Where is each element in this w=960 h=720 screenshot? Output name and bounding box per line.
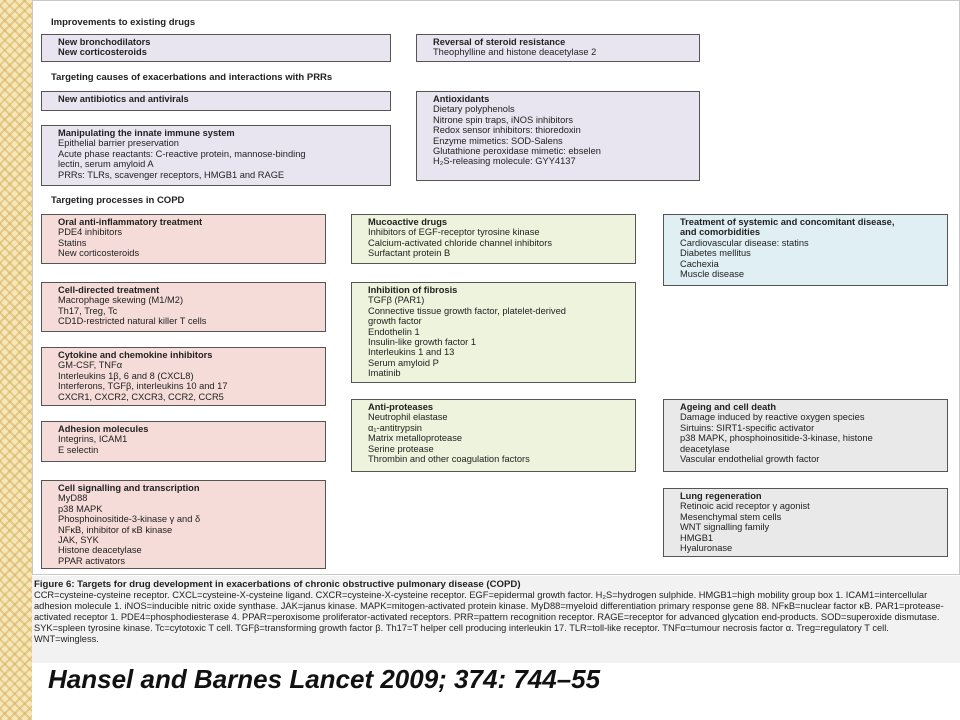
box-anti-proteases (351, 399, 636, 472)
box-adhesion-molecules (41, 421, 326, 462)
box-item: NFκB, inhibitor of κB kinase (58, 524, 173, 535)
box-item: Glutathione peroxidase mimetic: ebselen (433, 146, 601, 157)
box-item: Acute phase reactants: C-reactive protein, mannose-binding (58, 148, 306, 159)
box-item: Integrins, ICAM1 (58, 434, 128, 445)
box-item: deacetylase (680, 443, 730, 454)
box-item: JAK, SYK (58, 535, 99, 546)
box-inhibition-of-fibrosis (351, 282, 636, 383)
box-item: New corticosteroids (58, 47, 147, 58)
box-item: Serine protease (368, 443, 434, 454)
box-item: Statins (58, 237, 87, 248)
box-item: growth factor (368, 316, 422, 327)
box-item: Interferons, TGFβ, interleukins 10 and 17 (58, 381, 228, 392)
box-title: Treatment of systemic and concomitant disease, and comorbidities (680, 217, 895, 238)
box-ageing-cell-death (663, 399, 948, 472)
box-item: New bronchodilators (58, 37, 151, 47)
box-item: PPAR activators (58, 555, 125, 566)
slide (32, 0, 960, 720)
box-lung-regeneration (663, 488, 948, 557)
box-item: Thrombin and other coagulation factors (368, 454, 530, 465)
box-item: Theophylline and histone deacetylase 2 (433, 47, 597, 58)
box-item: TGFβ (PAR1) (368, 295, 425, 306)
box-item: Cardiovascular disease: statins (680, 237, 809, 248)
box-title: Oral anti-inflammatory treatment (58, 217, 203, 227)
box-title: Lung regeneration (680, 491, 762, 501)
box-item: CXCR1, CXCR2, CXCR3, CCR2, CCR5 (58, 391, 224, 402)
box-item: Phosphoinositide-3-kinase γ and δ (58, 514, 201, 525)
box-title: Cytokine and chemokine inhibitors (58, 350, 213, 360)
box-item: p38 MAPK, phosphoinositide-3-kinase, histone (680, 433, 873, 444)
box-systemic-disease (663, 214, 948, 286)
box-title: Anti-proteases (368, 402, 434, 412)
box-item: Macrophage skewing (M1/M2) (58, 295, 184, 306)
box-item: HMGB1 (680, 532, 714, 543)
box-item: Surfactant protein B (368, 248, 451, 259)
box-item: Neutrophil elastase (368, 412, 448, 423)
box-steroid-resistance (416, 34, 700, 62)
box-new-bronchodilators (41, 34, 391, 62)
box-oral-anti-inflammatory (41, 214, 326, 264)
section-heading-improvements: Improvements to existing drugs (51, 17, 196, 28)
box-item: α₁-antitrypsin (368, 422, 422, 433)
box-item: Sirtuins: SIRT1-specific activator (680, 422, 815, 433)
box-item: Calcium-activated chloride channel inhibitors (368, 237, 552, 248)
box-item: MyD88 (58, 493, 88, 504)
box-item: Insulin-like growth factor 1 (368, 337, 476, 348)
caption-title: Figure 6: Targets for drug development in exacerbations of chronic obstructive pulmonary disease (COPD) (34, 579, 521, 590)
box-item: Th17, Treg, Tc (58, 305, 118, 316)
box-item: New corticosteroids (58, 248, 140, 259)
box-item: Interleukins 1β, 6 and 8 (CXCL8) (58, 370, 194, 381)
box-title: Manipulating the innate immune system (58, 128, 235, 138)
box-innate-immune-system (41, 125, 391, 186)
box-item: Retinoic acid receptor γ agonist (680, 501, 810, 512)
box-cytokine-chemokine-inhibitors (41, 347, 326, 406)
box-item: H₂S-releasing molecule: GYY4137 (433, 156, 576, 167)
box-mucoactive-drugs (351, 214, 636, 264)
box-title: Antioxidants (433, 94, 490, 104)
box-item: CD1D-restricted natural killer T cells (58, 316, 207, 327)
box-item: PRRs: TLRs, scavenger receptors, HMGB1 and RAGE (58, 169, 285, 180)
box-item: Matrix metalloprotease (368, 433, 463, 444)
box-item: lectin, serum amyloid A (58, 159, 154, 170)
box-item: Cachexia (680, 258, 719, 269)
box-item: E selectin (58, 444, 99, 455)
box-item: Interleukins 1 and 13 (368, 347, 455, 358)
box-item: Endothelin 1 (368, 326, 420, 337)
box-title: Adhesion molecules (58, 424, 149, 434)
box-title: Cell signalling and transcription (58, 483, 200, 493)
diagram-panel (32, 0, 960, 575)
box-item: Imatinib (368, 368, 401, 379)
box-item: Nitrone spin traps, iNOS inhibitors (433, 114, 574, 125)
box-title: Cell-directed treatment (58, 285, 160, 295)
box-item: p38 MAPK (58, 503, 103, 514)
box-item: WNT signalling family (680, 522, 770, 533)
caption-body: CCR=cysteine-cysteine receptor. CXCL=cysteine-X-cysteine ligand. CXCR=cysteine-X-cysteine receptor. EGF=epidermal growth factor. H₂S=hydrogen sulphide. HMGB1=high mobility group box 1. ICAM1=intercellular adhesion molecule 1. iNOS=inducible nitric oxide synthase. JAK=janus kinase. MAPK=mitogen-activated protein kinase. MyD88=myeloid differentiation primary response gene 88. NFκB=nuclear factor κB. PAR1=protease-activated receptor 1. PDE4=phosphodiesterase 4. PPAR=peroxisome proliferator-activated receptors. PRR=pattern recognition receptor. RAGE=receptor for advanced glycation end-products. SOD=superoxide dismutase. SYK=spleen tyrosine kinase. Tc=cytotoxic T cell. TGFβ=transforming growth factor β. Th17=T helper cell producing interleukin 17. TLR=toll-like receptor. TNFα=tumour necrosis factor α. Treg=regulatory T cell. WNT=wingless. (34, 590, 944, 644)
citation: Hansel and Barnes Lancet 2009; 374: 744–55 (48, 664, 601, 694)
box-item: Hyaluronase (680, 543, 733, 554)
box-title: Ageing and cell death (680, 402, 777, 412)
box-item: Enzyme mimetics: SOD-Salens (433, 135, 563, 146)
box-cell-directed-treatment (41, 282, 326, 332)
box-item: GM-CSF, TNFα (58, 360, 123, 371)
box-title: Mucoactive drugs (368, 217, 448, 227)
box-item: Inhibitors of EGF-receptor tyrosine kinase (368, 227, 540, 238)
box-item: Serum amyloid P (368, 357, 439, 368)
box-item: Muscle disease (680, 269, 745, 280)
box-cell-signalling-transcription (41, 480, 326, 569)
box-item: Connective tissue growth factor, platelet-derived (368, 305, 566, 316)
box-item: Redox sensor inhibitors: thioredoxin (433, 125, 581, 136)
box-item: Histone deacetylase (58, 545, 142, 556)
box-item: Mesenchymal stem cells (680, 511, 782, 522)
box-item: PDE4 inhibitors (58, 227, 123, 238)
box-item: Vascular endothelial growth factor (680, 454, 820, 465)
section-heading-copd-processes: Targeting processes in COPD (51, 195, 185, 206)
section-heading-exacerbations: Targeting causes of exacerbations and interactions with PRRs (51, 72, 333, 83)
box-item: New antibiotics and antivirals (58, 94, 189, 104)
box-item: Epithelial barrier preservation (58, 138, 179, 149)
figure (32, 0, 960, 663)
box-item: Damage induced by reactive oxygen species (680, 412, 865, 423)
figure-caption (32, 576, 960, 663)
box-title: Reversal of steroid resistance (433, 37, 566, 47)
box-antioxidants (416, 91, 700, 181)
box-item: Diabetes mellitus (680, 248, 751, 259)
box-item: Dietary polyphenols (433, 104, 515, 115)
box-title: Inhibition of fibrosis (368, 285, 458, 295)
box-antibiotics (41, 91, 391, 111)
